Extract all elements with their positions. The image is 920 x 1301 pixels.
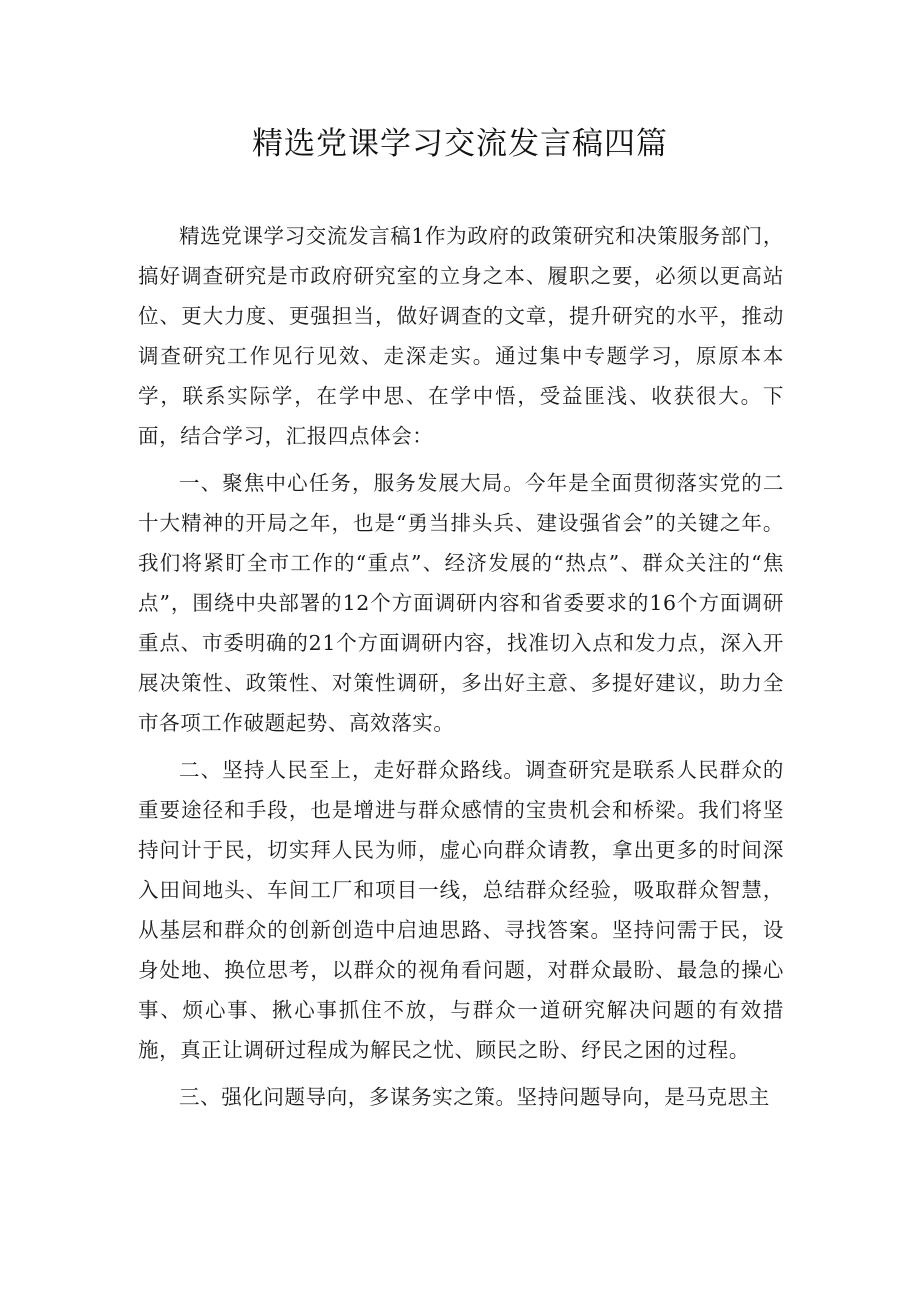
paragraph-point-two: 二、坚持人民至上，走好群众路线。调查研究是联系人民群众的重要途径和手段，也是增进与群众感情的宝贵机会和桥梁。我们将坚持问计于民，切实拜人民为师，虚心向群众请教，拿出更多的时间深入田间地头、车间工厂和项目一线，总结群众经验，吸取群众智慧，从基层和群众的创新创造中启迪思路、寻找答案。坚持问需于民，设身处地、换位思考，以群众的视角看问题，对群众最盼、最急的操心事、烦心事、揪心事抓住不放，与群众一道研究解决问题的有效措施，真正让调研过程成为解民之忧、顾民之盼、纾民之困的过程。 bbox=[138, 758, 784, 1062]
paragraph-point-three: 三、强化问题导向，多谋务实之策。坚持问题导向，是马克思主 bbox=[179, 1085, 770, 1109]
paragraph-point-one: 一、聚焦中心任务，服务发展大局。今年是全面贯彻落实党的二十大精神的开局之年，也是“勇当排头兵、建设强省会”的关键之年。我们将紧盯全市工作的“重点”、经济发展的“热点”、群众关注的“焦点”，围绕中央部署的12个方面调研内容和省委要求的16个方面调研重点、市委明确的21个方面调研内容，找准切入点和发力点，深入开展决策性、政策性、对策性调研，多出好主意、多提好建议，助力全市各项工作破题起势、高效落实。 bbox=[138, 471, 784, 735]
document-body bbox=[138, 216, 784, 1117]
document-title: 精选党课学习交流发言稿四篇 bbox=[252, 126, 668, 162]
paragraph-intro: 精选党课学习交流发言稿1作为政府的政策研究和决策服务部门，搞好调查研究是市政府研究室的立身之本、履职之要，必须以更高站位、更大力度、更强担当，做好调查的文章，提升研究的水平，推动调查研究工作见行见效、走深走实。通过集中专题学习，原原本本学，联系实际学，在学中思、在学中悟，受益匪浅、收获很大。下面，结合学习，汇报四点体会： bbox=[138, 224, 784, 448]
